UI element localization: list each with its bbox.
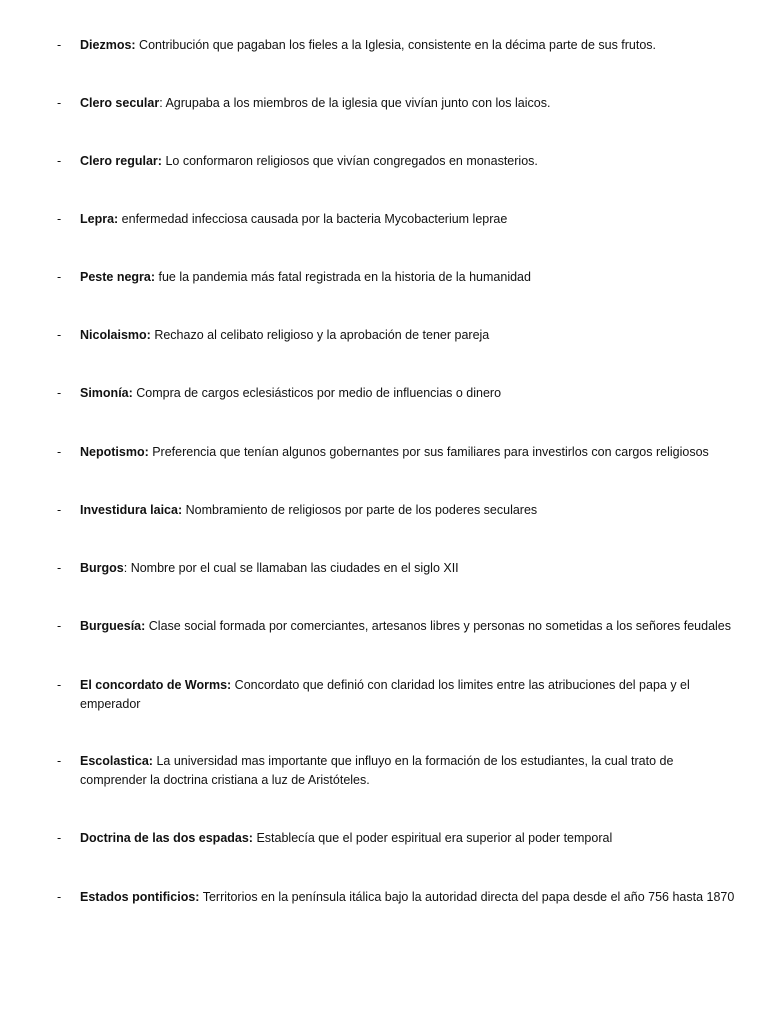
entry-text <box>80 384 740 403</box>
entry-term: Escolastica: <box>80 754 153 768</box>
entry-term: Clero regular: <box>80 154 162 168</box>
entry-term: Diezmos: <box>80 38 136 52</box>
entry-text <box>80 617 740 636</box>
entry-definition: : Nombre por el cual se llamaban las ciudades en el siglo XII <box>123 561 459 575</box>
list-bullet: - <box>57 445 62 459</box>
list-bullet: - <box>57 270 62 284</box>
entry-text <box>80 326 740 345</box>
list-bullet: - <box>57 831 62 845</box>
entry-term: Nepotismo: <box>80 445 149 459</box>
entry-term: Investidura laica: <box>80 503 183 517</box>
entry-text <box>80 559 740 578</box>
entry-term: Burguesía: <box>80 619 146 633</box>
entry-definition: : Agrupaba a los miembros de la iglesia que vivían junto con los laicos. <box>159 96 551 110</box>
entry-term: Clero secular <box>80 96 160 110</box>
entry-definition: Nombramiento de religiosos por parte de los poderes seculares <box>182 503 538 517</box>
entry-term: Lepra: <box>80 212 119 226</box>
entry-definition: Territorios en la península itálica bajo la autoridad directa del papa desde el año 756 hasta 1870 <box>199 890 735 904</box>
entry-term: El concordato de Worms: <box>80 678 232 692</box>
list-bullet: - <box>57 890 62 904</box>
entry-definition: La universidad mas importante que influyo en la formación de los estudiantes, la cual trato de comprender la doctrina cristiana a luz de Aristóteles. <box>80 754 674 787</box>
entry-definition: fue la pandemia más fatal registrada en la historia de la humanidad <box>155 270 531 284</box>
list-bullet: - <box>57 678 62 692</box>
list-bullet: - <box>57 96 62 110</box>
entry-text <box>80 829 740 848</box>
entry-term: Nicolaismo: <box>80 328 151 342</box>
entry-term: Simonía: <box>80 386 133 400</box>
list-bullet: - <box>57 754 62 768</box>
entry-term: Peste negra: <box>80 270 156 284</box>
list-bullet: - <box>57 328 62 342</box>
entry-term: Doctrina de las dos espadas: <box>80 831 253 845</box>
entry-text <box>80 36 740 55</box>
entry-definition: Compra de cargos eclesiásticos por medio de influencias o dinero <box>132 386 502 400</box>
entry-text <box>80 888 740 907</box>
entry-text <box>80 676 740 714</box>
entry-text <box>80 752 740 790</box>
list-bullet: - <box>57 154 62 168</box>
list-bullet: - <box>57 503 62 517</box>
list-bullet: - <box>57 212 62 226</box>
list-bullet: - <box>57 561 62 575</box>
entry-definition: Clase social formada por comerciantes, artesanos libres y personas no sometidas a los señores feudales <box>145 619 732 633</box>
list-bullet: - <box>57 386 62 400</box>
list-bullet: - <box>57 619 62 633</box>
entry-definition: Contribución que pagaban los fieles a la Iglesia, consistente en la décima parte de sus frutos. <box>135 38 657 52</box>
entry-definition: Preferencia que tenían algunos gobernantes por sus familiares para investirlos con cargos religiosos <box>148 445 709 459</box>
entry-term: Burgos <box>80 561 124 575</box>
entry-text <box>80 152 740 171</box>
entry-definition: Rechazo al celibato religioso y la aprobación de tener pareja <box>150 328 490 342</box>
entry-term: Estados pontificios: <box>80 890 200 904</box>
entry-text <box>80 501 740 520</box>
entry-text <box>80 210 740 229</box>
entry-text <box>80 443 740 462</box>
entry-definition: Establecía que el poder espiritual era superior al poder temporal <box>252 831 613 845</box>
entry-definition: Concordato que definió con claridad los limites entre las atribuciones del papa y el emperador <box>80 678 690 711</box>
entry-text <box>80 268 740 287</box>
entry-definition: enfermedad infecciosa causada por la bacteria Mycobacterium leprae <box>118 212 508 226</box>
list-bullet: - <box>57 38 62 52</box>
entry-text <box>80 94 740 113</box>
entry-definition: Lo conformaron religiosos que vivían congregados en monasterios. <box>161 154 538 168</box>
